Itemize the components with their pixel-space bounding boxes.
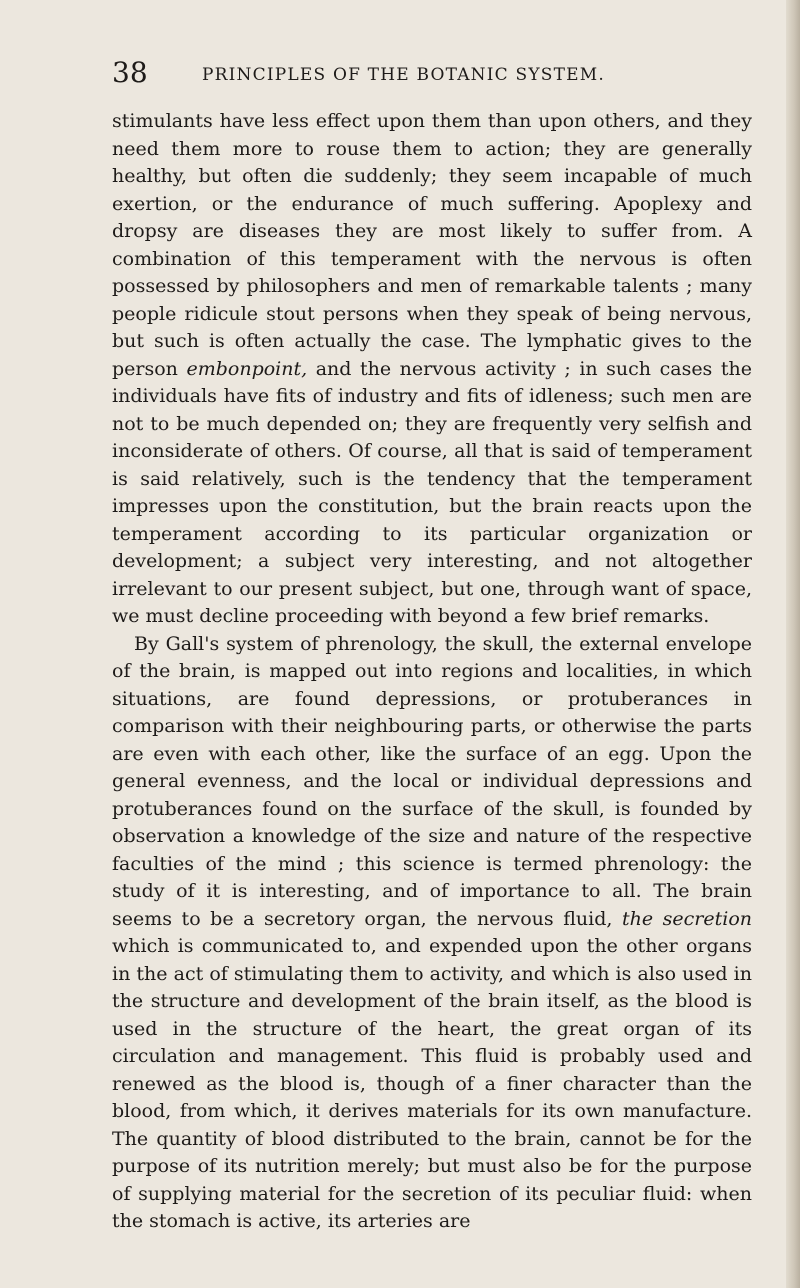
- paragraph-2-emphasis: the secretion: [621, 907, 752, 930]
- paragraph-1-text-b: and the nervous activity ; in such cases the individuals have fits of industry and fits of idleness; such men are not to be much depended on; they are frequently very selfish and inconsiderate of others. Of course, all that is said of temperament is said relatively, such is the tendency that the temperament impresses upon the constitution, but the brain reacts upon the temperament according to its particular organization or development; a subject very interesting, and not altogether irrelevant to our present subject, but one, through want of space, we must decline proceeding with beyond a few brief remarks.: [112, 357, 752, 627]
- paragraph-1: [112, 108, 752, 631]
- running-title: PRINCIPLES OF THE BOTANIC SYSTEM.: [202, 65, 605, 85]
- paragraph-2: [112, 631, 752, 1236]
- paragraph-2-text-b: which is communicated to, and expended upon the other organs in the act of stimulating them to activity, and which is also used in the structure and development of the brain itself, as the blood is used in the structure of the heart, the great organ of its circulation and management. This fluid is probably used and renewed as the blood is, though of a finer character than the blood, from which, it derives materials for its own manufacture. The quantity of blood distributed to the brain, cannot be for the purpose of its nutrition merely; but must also be for the purpose of supplying material for the secretion of its peculiar fluid: when the stomach is active, its arteries are: [112, 935, 752, 1232]
- paragraph-2-text-a: By Gall's system of phrenology, the skull, the external envelope of the brain, is mapped out into regions and localities, in which situations, are found depressions, or protuberances in comparison with their neighbouring parts, or otherwise the parts are even with each other, like the surface of an egg. Upon the general evenness, and the local or individual depressions and protuberances found on the surface of the skull, is founded by observation a knowledge of the size and nature of the respective faculties of the mind ; this science is termed phrenology: the study of it is interesting, and of importance to all. The brain seems to be a secretory organ, the nervous fluid,: [112, 632, 752, 930]
- paragraph-1-emphasis: embonpoint,: [186, 357, 308, 380]
- paragraph-1-text-a: stimulants have less effect upon them than upon others, and they need them more to rouse them to action; they are generally healthy, but often die suddenly; they seem incapable of much exertion, or the endurance of much suffering. Apoplexy and dropsy are diseases they are most likely to suffer from. A combination of this temperament with the nervous is often possessed by philosophers and men of remarkable talents ; many people ridicule stout persons when they speak of being nervous, but such is often actually the case. The lymphatic gives to the person: [112, 110, 752, 380]
- page-edge-shadow: [786, 0, 800, 1288]
- page-number: 38: [112, 56, 148, 89]
- book-page: [112, 56, 752, 1236]
- running-head: [112, 56, 752, 92]
